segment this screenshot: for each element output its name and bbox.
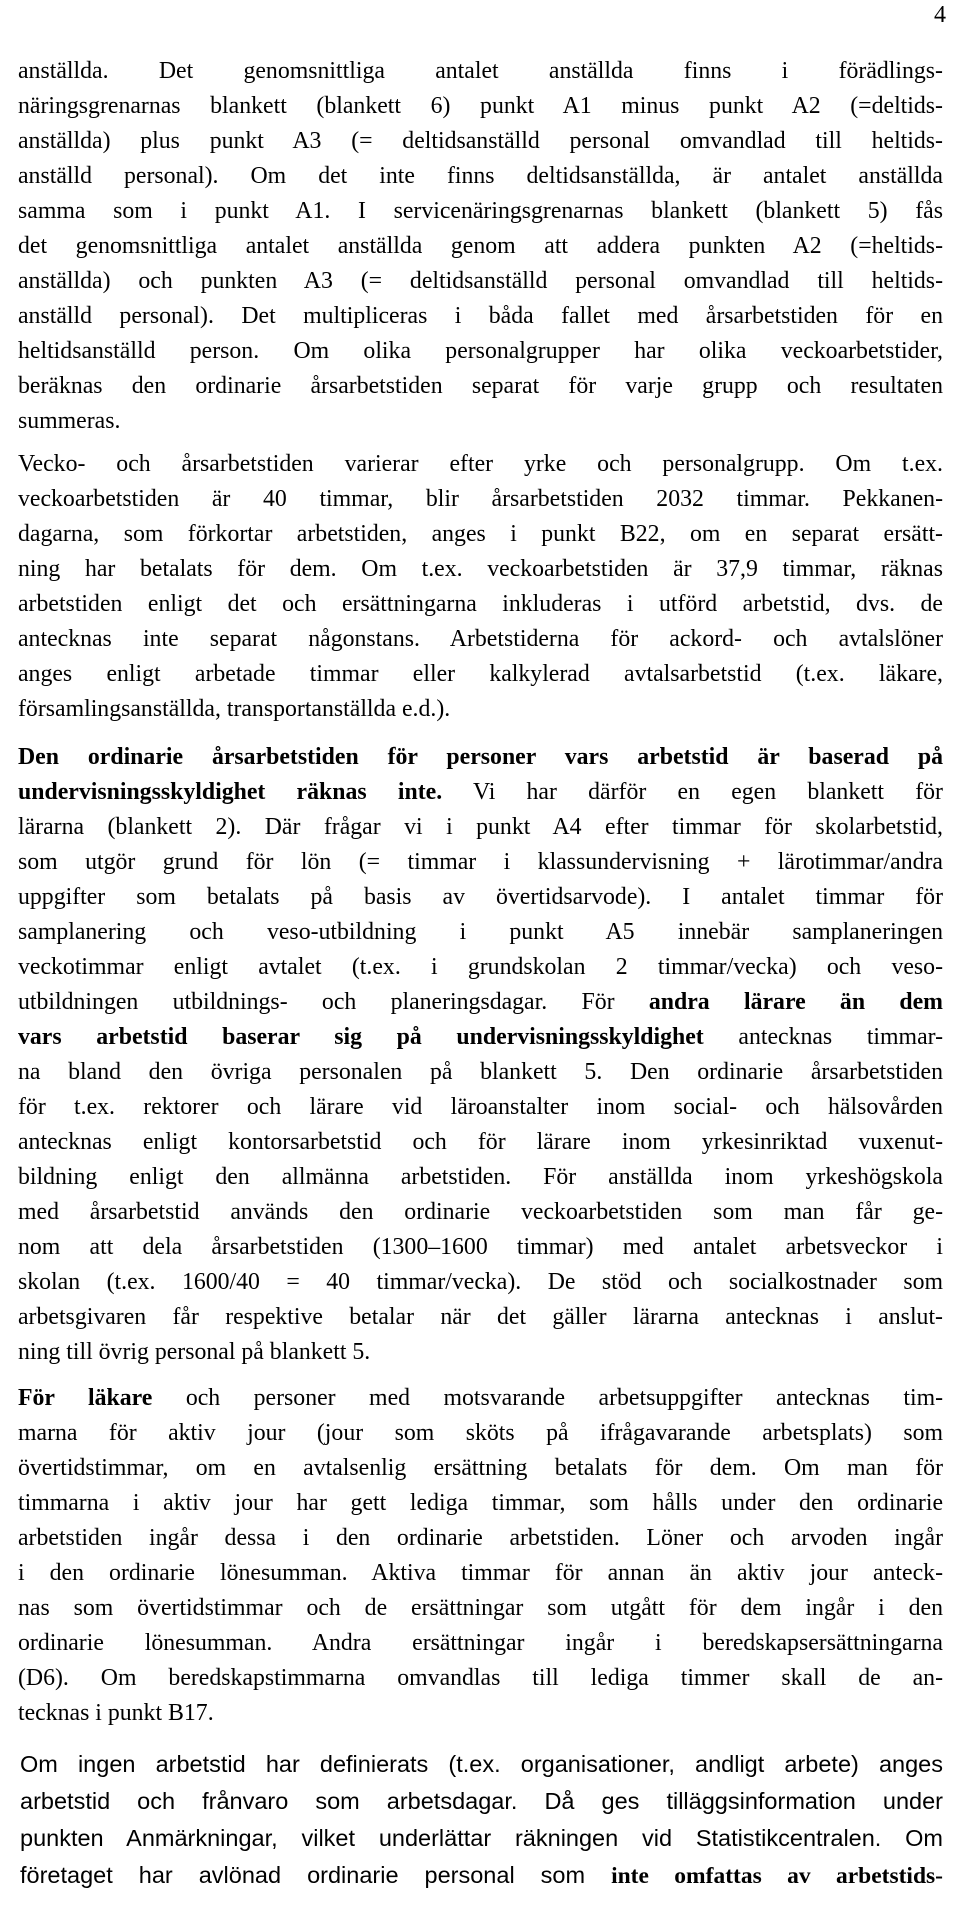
text-line: Om ingen arbetstid har definierats (t.ex. organisationer, andligt arbete) anges [20,1751,943,1777]
text-line: veckotimmar enligt avtalet (t.ex. i grundskolan 2 timmar/vecka) och veso- [18,954,943,980]
text-line: arbetstiden enligt det och ersättningarna inkluderas i utförd arbetstid, dvs. de [18,591,943,617]
text-line: veckoarbetstiden är 40 timmar, blir årsarbetstiden 2032 timmar. Pekkanen- [18,486,943,512]
text-line: med årsarbetstid används den ordinarie veckoarbetstiden som man får ge- [18,1199,943,1225]
text-line: timmarna i aktiv jour har gett lediga timmar, som hålls under den ordinarie [18,1490,943,1516]
text-line: övertidstimmar, om en avtalsenlig ersättning betalats för dem. Om man för [18,1455,943,1481]
text-line: näringsgrenarnas blankett (blankett 6) punkt A1 minus punkt A2 (=deltids- [18,93,943,119]
text-line: ning till övrig personal på blankett 5. [18,1339,371,1365]
text-line: summeras. [18,408,121,434]
text-line: samma som i punkt A1. I servicenäringsgrenarnas blankett (blankett 5) fås [18,198,943,224]
text-line [20,1857,943,1894]
text-line: anställda. Det genomsnittliga antalet anställda finns i förädlings- [18,58,943,84]
text-line: anställda) plus punkt A3 (= deltidsanställd personal omvandlad till heltids- [18,128,943,154]
text-line: nas som övertidstimmar och de ersättningar som utgått för dem ingår i den [18,1595,943,1621]
text-line: för t.ex. rektorer och lärare vid läroanstalter inom social- och hälsovården [18,1094,943,1120]
text-span: Vi har därför en egen blankett för [442,779,943,805]
text-line: Vecko- och årsarbetstiden varierar efter yrke och personalgrupp. Om t.ex. [18,451,943,477]
text-line: lärarna (blankett 2). Där frågar vi i punkt A4 efter timmar för skolarbetstid, [18,814,943,840]
bold-text: Den ordinarie årsarbetstiden för personer vars arbetstid är baserad på [18,744,943,770]
paragraph-doctors [18,1381,943,1731]
text-span: och personer med motsvarande arbetsuppgifter antecknas tim- [152,1385,943,1411]
text-span: utbildningen utbildnings- och planeringsdagar. För [18,989,649,1015]
text-line [18,1381,943,1416]
text-line: dagarna, som förkortar arbetstiden, anges i punkt B22, om en separat ersätt- [18,521,943,547]
text-line: nom att dela årsarbetstiden (1300–1600 timmar) med antalet arbetsveckor i [18,1234,943,1260]
text-line: i den ordinarie lönesumman. Aktiva timmar för annan än aktiv jour anteck- [18,1560,943,1586]
text-line: anställda) och punkten A3 (= deltidsanställd personal omvandlad till heltids- [18,268,943,294]
bold-text: För läkare [18,1385,153,1411]
paragraph-teachers [18,740,943,1370]
text-line: anställd personal). Om det inte finns deltidsanställda, är antalet anställda [18,163,943,189]
text-line: som utgör grund för lön (= timmar i klassundervisning + lärotimmar/andra [18,849,943,875]
text-line: församlingsanställda, transportanställda e.d.). [18,696,451,722]
text-line: tecknas i punkt B17. [18,1700,214,1726]
bold-text: vars arbetstid baserar sig på undervisningsskyldighet [18,1024,704,1050]
text-line: na bland den övriga personalen på blankett 5. Den ordinarie årsarbetstiden [18,1059,943,1085]
text-line: ning har betalats för dem. Om t.ex. veckoarbetstiden är 37,9 timmar, räknas [18,556,943,582]
text-line: det genomsnittliga antalet anställda genom att addera punkten A2 (=heltids- [18,233,943,259]
text-span: företaget har avlönad ordinarie personal som [20,1862,612,1888]
text-span: antecknas timmar- [703,1024,943,1050]
text-line: (D6). Om beredskapstimmarna omvandlas till lediga timmer skall de an- [18,1665,943,1691]
bold-text: andra lärare än dem [648,989,943,1015]
text-line: anges enligt arbetade timmar eller kalkylerad avtalsarbetstid (t.ex. läkare, [18,661,943,687]
text-line: antecknas enligt kontorsarbetstid och för lärare inom yrkesinriktad vuxenut- [18,1129,943,1155]
text-line [18,985,943,1020]
text-line: arbetstid och frånvaro som arbetsdagar. Då ges tilläggsinformation under [20,1788,943,1814]
text-line: beräknas den ordinarie årsarbetstiden separat för varje grupp och resultaten [18,373,943,399]
paragraph-working-hours [18,447,943,727]
bold-text: inte omfattas av arbetstids- [611,1863,943,1889]
text-line: punkten Anmärkningar, vilket underlättar räkningen vid Statistikcentralen. Om [20,1825,943,1851]
bold-text: undervisningsskyldighet räknas inte. [18,779,443,805]
text-line: samplanering och veso-utbildning i punkt A5 innebär samplaneringen [18,919,943,945]
paragraph-employee-count [18,54,943,439]
text-line: arbetsgivaren får respektive betalar när det gäller lärarna antecknas i anslut- [18,1304,943,1330]
text-line: ordinarie lönesumman. Andra ersättningar ingår i beredskapsersättningarna [18,1630,943,1656]
text-line: heltidsanställd person. Om olika personalgrupper har olika veckoarbetstider, [18,338,943,364]
text-line: uppgifter som betalats på basis av övertidsarvode). I antalet timmar för [18,884,943,910]
page-number: 4 [934,2,946,28]
text-line: anställd personal). Det multipliceras i båda fallet med årsarbetstiden för en [18,303,943,329]
text-line: bildning enligt den allmänna arbetstiden. För anställda inom yrkeshögskola [18,1164,943,1190]
text-line: marna för aktiv jour (jour som sköts på ifrågavarande arbetsplats) som [18,1420,943,1446]
text-line [18,740,943,775]
text-line [18,1020,943,1055]
text-line [18,775,943,810]
paragraph-undefined-hours [20,1746,943,1894]
text-line: skolan (t.ex. 1600/40 = 40 timmar/vecka). De stöd och socialkostnader som [18,1269,943,1295]
text-line: antecknas inte separat någonstans. Arbetstiderna för ackord- och avtalslöner [18,626,943,652]
text-line: arbetstiden ingår dessa i den ordinarie arbetstiden. Löner och arvoden ingår [18,1525,943,1551]
